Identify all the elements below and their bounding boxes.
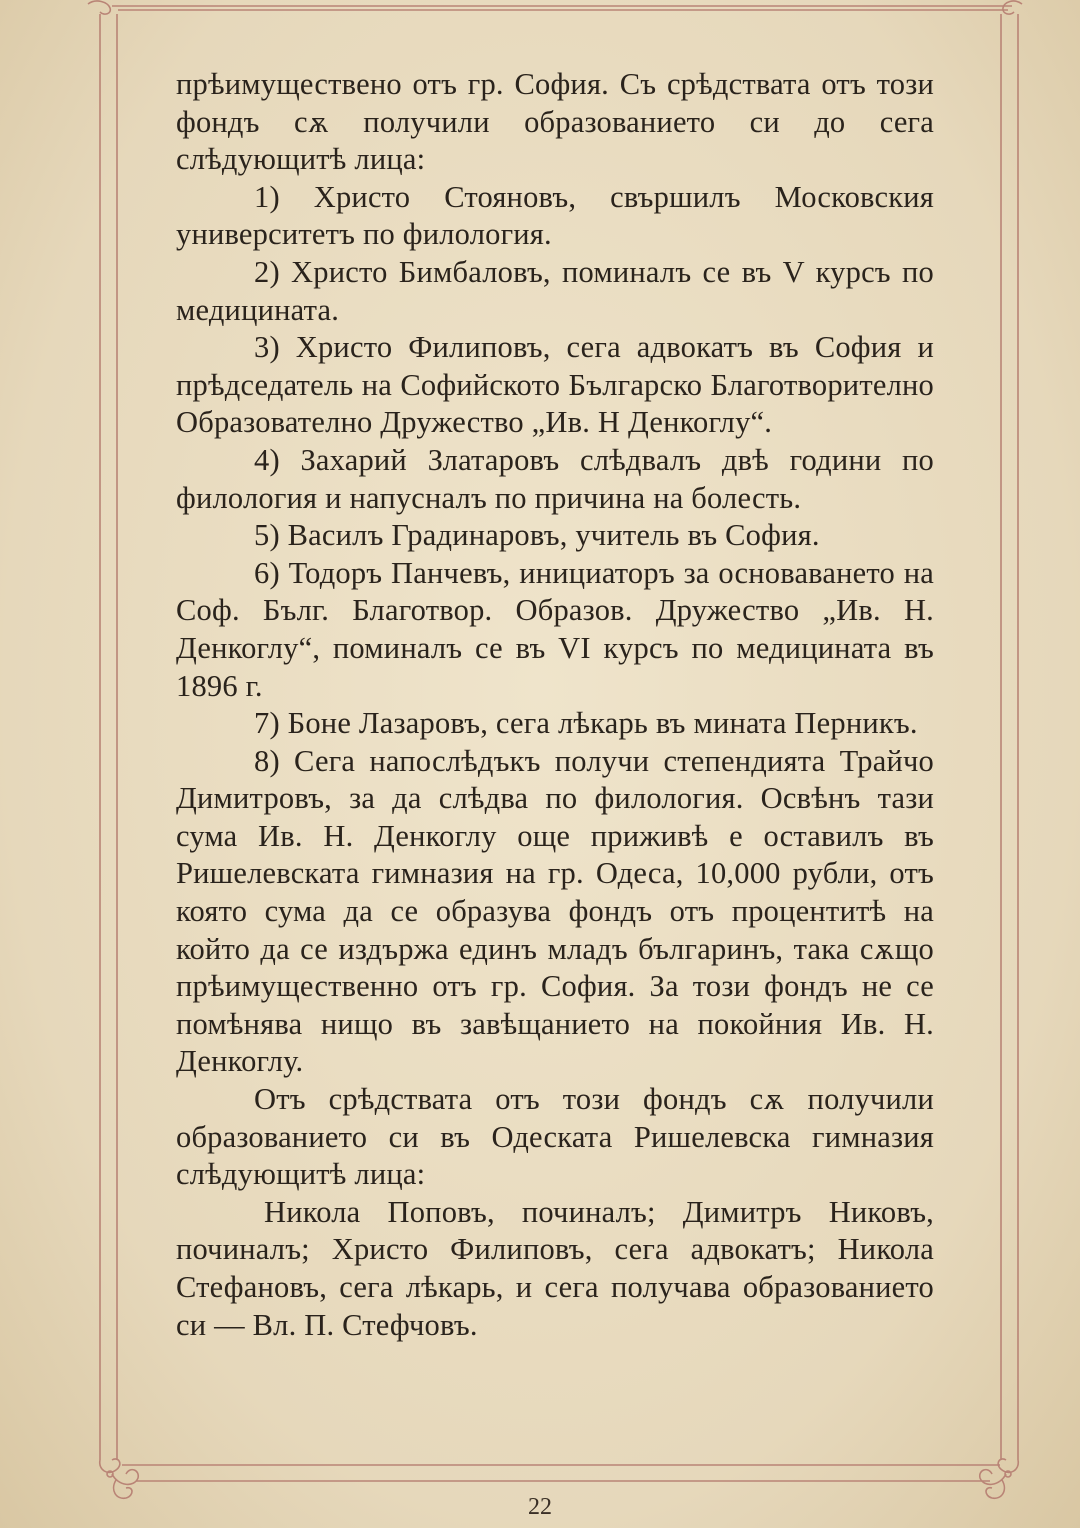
paragraph-odessa-fund: Отъ срѣдствата отъ този фондъ сѫ получили образованието си въ Одеската Ришелевска гимназия слѣдующитѣ лица: — [176, 1082, 934, 1192]
ornament-top-left — [88, 1, 110, 14]
paragraph-item-6: 6) Тодоръ Панчевъ, инициаторъ за основаването на Соф. Бълг. Благотвор. Образов. Дружество „Ив. Н. Денкоглу“, поминалъ се въ VI курсъ по медицината въ 1896 г. — [176, 555, 934, 703]
paragraph-item-5: 5) Василъ Градинаровъ, учитель въ София. — [254, 518, 820, 553]
paragraph-item-7: 7) Боне Лазаровъ, сега лѣкарь въ мината Перникъ. — [254, 706, 918, 741]
paragraph-item-8: 8) Сега напослѣдъкъ получи степендията Трайчо Димитровъ, за да слѣдва по филология. Освѣнъ тази сума Ив. Н. Денкоглу още приживѣ е оставилъ въ Ришелевската гимназия на гр. Одеса, 10,000 рубли, отъ която сума да се образува фондъ отъ процентитѣ на който да се издържа единъ младъ българинъ, така сѫщо прѣимущественно отъ гр. София. За този фондъ не се помѣнява нищо въ завѣщанието на покойния Ив. Н. Денкоглу. — [176, 743, 934, 1079]
paragraph-odessa-list: Никола Поповъ, починалъ; Димитръ Никовъ, починалъ; Христо Филиповъ, сега адвокатъ; Никола Стефановъ, сега лѣкарь, и сега получава образованието си — Вл. П. Стефчовъ. — [176, 1194, 934, 1342]
ornament-top-right — [1003, 1, 1022, 14]
paragraph-item-4: 4) Захарий Златаровъ слѣдвалъ двѣ години по филология и напусналъ по причина на болесть. — [176, 442, 934, 515]
paragraph-intro: прѣимуществено отъ гр. София. Съ срѣдствата отъ този фондъ сѫ получили образованието си до сега слѣдующитѣ лица: — [176, 67, 934, 177]
page-number: 22 — [528, 1494, 552, 1520]
paragraph-item-1: 1) Христо Стояновъ, свършилъ Московския университетъ по филология. — [176, 179, 934, 252]
body-text — [176, 66, 934, 1344]
paragraph-item-3: 3) Христо Филиповъ, сега адвокатъ въ София и прѣдседатель на Софийското Българско Благотворително Образователно Дружество „Ив. Н Денкоглу“. — [176, 330, 934, 440]
paragraph-item-2: 2) Христо Бимбаловъ, поминалъ се въ V курсъ по медицината. — [176, 254, 934, 327]
